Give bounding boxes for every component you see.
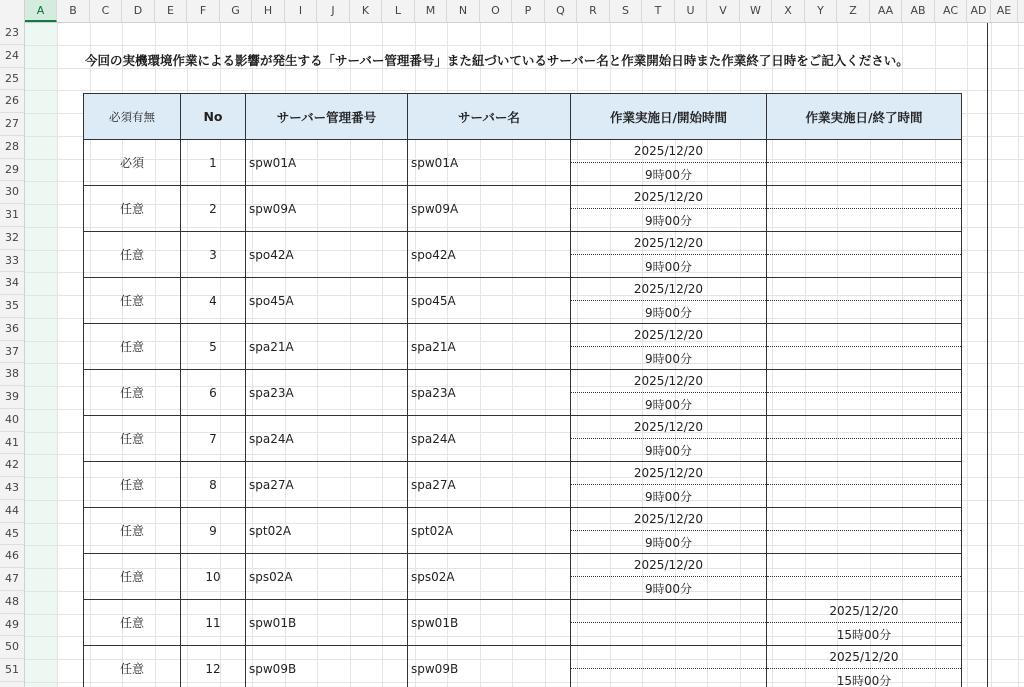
column-header-l[interactable]: L xyxy=(382,0,415,22)
column-header-i[interactable]: I xyxy=(285,0,317,22)
required-cell[interactable]: 任意 xyxy=(84,646,181,687)
gridline-vertical xyxy=(1018,23,1019,687)
server-id-cell[interactable]: sps02A xyxy=(246,554,408,600)
start-time-cell[interactable]: 9時00分 xyxy=(571,163,767,186)
end-date-cell[interactable] xyxy=(767,462,962,485)
server-name-cell[interactable]: spo42A xyxy=(408,232,571,278)
required-cell[interactable]: 任意 xyxy=(84,462,181,508)
row-header-38[interactable]: 38 xyxy=(0,363,24,386)
no-cell[interactable]: 12 xyxy=(181,646,246,687)
start-time-cell[interactable]: 9時00分 xyxy=(571,255,767,278)
row-header-39[interactable]: 39 xyxy=(0,386,24,409)
row-header-26[interactable]: 26 xyxy=(0,90,24,113)
start-date-cell[interactable]: 2025/12/20 xyxy=(571,370,767,393)
column-header-v[interactable]: V xyxy=(707,0,740,22)
start-time-cell[interactable]: 9時00分 xyxy=(571,485,767,508)
column-header-j[interactable]: J xyxy=(317,0,350,22)
end-time-cell[interactable]: 15時00分 xyxy=(767,623,962,646)
row-header-28[interactable]: 28 xyxy=(0,136,24,159)
column-header-c[interactable]: C xyxy=(90,0,122,22)
start-date-cell[interactable]: 2025/12/20 xyxy=(571,140,767,163)
row-header-50[interactable]: 50 xyxy=(0,636,24,659)
no-cell[interactable]: 10 xyxy=(181,554,246,600)
no-cell[interactable]: 2 xyxy=(181,186,246,232)
end-date-cell[interactable] xyxy=(767,554,962,577)
column-header-k[interactable]: K xyxy=(350,0,382,22)
table-row xyxy=(84,554,962,577)
table-row xyxy=(84,600,962,623)
table-row xyxy=(84,232,962,255)
row-header-37[interactable]: 37 xyxy=(0,341,24,364)
start-date-cell[interactable]: 2025/12/20 xyxy=(571,416,767,439)
row-header-40[interactable]: 40 xyxy=(0,409,24,432)
start-date-cell[interactable] xyxy=(571,600,767,623)
column-header-ae[interactable]: AE xyxy=(991,0,1018,22)
start-time-cell[interactable]: 9時00分 xyxy=(571,439,767,462)
start-time-cell[interactable]: 9時00分 xyxy=(571,393,767,416)
required-cell[interactable]: 任意 xyxy=(84,600,181,646)
print-area-border xyxy=(987,23,988,687)
column-header-a[interactable]: A xyxy=(25,0,57,22)
row-header-44[interactable]: 44 xyxy=(0,500,24,523)
required-cell[interactable]: 任意 xyxy=(84,370,181,416)
end-date-cell[interactable] xyxy=(767,416,962,439)
start-time-cell[interactable] xyxy=(571,669,767,687)
row-header-23[interactable]: 23 xyxy=(0,22,24,45)
end-date-cell[interactable] xyxy=(767,508,962,531)
required-cell[interactable]: 任意 xyxy=(84,232,181,278)
no-cell[interactable]: 9 xyxy=(181,508,246,554)
no-cell[interactable]: 1 xyxy=(181,140,246,186)
server-id-cell[interactable]: spo42A xyxy=(246,232,408,278)
column-header-o[interactable]: O xyxy=(480,0,512,22)
row-header-29[interactable]: 29 xyxy=(0,159,24,182)
start-date-cell[interactable]: 2025/12/20 xyxy=(571,554,767,577)
end-date-cell[interactable]: 2025/12/20 xyxy=(767,600,962,623)
column-header-z[interactable]: Z xyxy=(837,0,870,22)
column-header-x[interactable]: X xyxy=(772,0,805,22)
end-time-cell[interactable] xyxy=(767,577,962,600)
required-cell[interactable]: 必須 xyxy=(84,140,181,186)
start-date-cell[interactable]: 2025/12/20 xyxy=(571,508,767,531)
no-cell[interactable]: 11 xyxy=(181,600,246,646)
column-header-ac[interactable]: AC xyxy=(935,0,967,22)
row-header-49[interactable]: 49 xyxy=(0,614,24,637)
required-cell[interactable]: 任意 xyxy=(84,554,181,600)
header-server-id[interactable]: サーバー管理番号 xyxy=(246,94,408,140)
select-all-corner[interactable] xyxy=(0,0,25,22)
end-time-cell[interactable] xyxy=(767,209,962,232)
column-header-m[interactable]: M xyxy=(415,0,447,22)
column-header-e[interactable]: E xyxy=(155,0,187,22)
column-header-y[interactable]: Y xyxy=(805,0,837,22)
column-header-ab[interactable]: AB xyxy=(902,0,935,22)
end-time-cell[interactable] xyxy=(767,347,962,370)
table-header-row xyxy=(84,94,962,140)
server-name-cell[interactable]: spa21A xyxy=(408,324,571,370)
table-row xyxy=(84,186,962,209)
end-time-cell[interactable] xyxy=(767,301,962,324)
end-time-cell[interactable] xyxy=(767,439,962,462)
row-header-46[interactable]: 46 xyxy=(0,545,24,568)
row-header-36[interactable]: 36 xyxy=(0,318,24,341)
server-id-cell[interactable]: spo45A xyxy=(246,278,408,324)
server-id-cell[interactable]: spw01A xyxy=(246,140,408,186)
start-time-cell[interactable]: 9時00分 xyxy=(571,577,767,600)
required-cell[interactable]: 任意 xyxy=(84,278,181,324)
row-header-25[interactable]: 25 xyxy=(0,68,24,91)
column-header-p[interactable]: P xyxy=(512,0,545,22)
end-time-cell[interactable] xyxy=(767,255,962,278)
end-date-cell[interactable] xyxy=(767,186,962,209)
server-name-cell[interactable]: spw09B xyxy=(408,646,571,687)
row-header-42[interactable]: 42 xyxy=(0,454,24,477)
no-cell[interactable]: 3 xyxy=(181,232,246,278)
row-header-47[interactable]: 47 xyxy=(0,568,24,591)
gridline-vertical xyxy=(57,23,58,687)
start-time-cell[interactable]: 9時00分 xyxy=(571,347,767,370)
end-time-cell[interactable] xyxy=(767,393,962,416)
start-date-cell[interactable]: 2025/12/20 xyxy=(571,324,767,347)
required-cell[interactable]: 任意 xyxy=(84,508,181,554)
row-header-24[interactable]: 24 xyxy=(0,45,24,68)
server-id-cell[interactable]: spa23A xyxy=(246,370,408,416)
start-time-cell[interactable] xyxy=(571,623,767,646)
start-date-cell[interactable] xyxy=(571,646,767,669)
server-name-cell[interactable]: spa27A xyxy=(408,462,571,508)
end-date-cell[interactable] xyxy=(767,324,962,347)
instruction-text: 今回の実機環境作業による影響が発生する「サーバー管理番号」また紐づいているサーバー名と作業開始日時また作業終了日時をご記入ください。 xyxy=(85,53,909,68)
column-header-w[interactable]: W xyxy=(740,0,772,22)
column-header-d[interactable]: D xyxy=(122,0,155,22)
no-cell[interactable]: 6 xyxy=(181,370,246,416)
server-id-cell[interactable]: spw01B xyxy=(246,600,408,646)
row-header-34[interactable]: 34 xyxy=(0,272,24,295)
table-row xyxy=(84,462,962,485)
table-row xyxy=(84,278,962,301)
no-cell[interactable]: 8 xyxy=(181,462,246,508)
table-row xyxy=(84,370,962,393)
table-row xyxy=(84,140,962,163)
row-header-32[interactable]: 32 xyxy=(0,227,24,250)
table-row xyxy=(84,508,962,531)
table-row xyxy=(84,646,962,669)
end-time-cell[interactable] xyxy=(767,531,962,554)
row-header-27[interactable]: 27 xyxy=(0,113,24,136)
gridline-horizontal xyxy=(25,90,1024,91)
end-time-cell[interactable]: 15時00分 xyxy=(767,669,962,687)
start-date-cell[interactable]: 2025/12/20 xyxy=(571,462,767,485)
no-cell[interactable]: 5 xyxy=(181,324,246,370)
column-header-bar xyxy=(0,0,1024,23)
server-id-cell[interactable]: spw09A xyxy=(246,186,408,232)
end-date-cell[interactable]: 2025/12/20 xyxy=(767,646,962,669)
start-time-cell[interactable]: 9時00分 xyxy=(571,531,767,554)
header-required[interactable]: 必須有無 xyxy=(84,94,181,140)
column-header-s[interactable]: S xyxy=(610,0,642,22)
worksheet-grid[interactable] xyxy=(25,23,1024,687)
column-header-h[interactable]: H xyxy=(252,0,285,22)
gridline-vertical xyxy=(967,23,968,687)
end-date-cell[interactable] xyxy=(767,232,962,255)
column-header-g[interactable]: G xyxy=(220,0,252,22)
header-end[interactable]: 作業実施日/終了時間 xyxy=(767,94,962,140)
column-header-r[interactable]: R xyxy=(577,0,610,22)
start-date-cell[interactable]: 2025/12/20 xyxy=(571,232,767,255)
start-date-cell[interactable]: 2025/12/20 xyxy=(571,186,767,209)
column-header-t[interactable]: T xyxy=(642,0,675,22)
server-id-cell[interactable]: spw09B xyxy=(246,646,408,687)
table-row xyxy=(84,324,962,347)
server-name-cell[interactable]: spt02A xyxy=(408,508,571,554)
row-header-31[interactable]: 31 xyxy=(0,204,24,227)
column-header-n[interactable]: N xyxy=(447,0,480,22)
no-cell[interactable]: 7 xyxy=(181,416,246,462)
row-header-45[interactable]: 45 xyxy=(0,523,24,546)
server-id-cell[interactable]: spa21A xyxy=(246,324,408,370)
start-date-cell[interactable]: 2025/12/20 xyxy=(571,278,767,301)
gridline-horizontal xyxy=(25,45,1024,46)
server-name-cell[interactable]: spw01A xyxy=(408,140,571,186)
row-header-43[interactable]: 43 xyxy=(0,477,24,500)
end-date-cell[interactable] xyxy=(767,370,962,393)
column-header-q[interactable]: Q xyxy=(545,0,577,22)
row-header-30[interactable]: 30 xyxy=(0,181,24,204)
header-no[interactable]: No xyxy=(181,94,246,140)
end-date-cell[interactable] xyxy=(767,278,962,301)
end-time-cell[interactable] xyxy=(767,163,962,186)
server-table xyxy=(83,93,962,687)
start-time-cell[interactable]: 9時00分 xyxy=(571,209,767,232)
gridline-vertical xyxy=(991,23,992,687)
table-row xyxy=(84,416,962,439)
header-server-name[interactable]: サーバー名 xyxy=(408,94,571,140)
no-cell[interactable]: 4 xyxy=(181,278,246,324)
column-header-u[interactable]: U xyxy=(675,0,707,22)
server-name-cell[interactable]: spw09A xyxy=(408,186,571,232)
required-cell[interactable]: 任意 xyxy=(84,324,181,370)
server-name-cell[interactable]: spw01B xyxy=(408,600,571,646)
server-name-cell[interactable]: sps02A xyxy=(408,554,571,600)
server-name-cell[interactable]: spa24A xyxy=(408,416,571,462)
server-id-cell[interactable]: spa24A xyxy=(246,416,408,462)
row-header-51[interactable]: 51 xyxy=(0,659,24,682)
start-time-cell[interactable]: 9時00分 xyxy=(571,301,767,324)
row-header-35[interactable]: 35 xyxy=(0,295,24,318)
server-name-cell[interactable]: spa23A xyxy=(408,370,571,416)
end-date-cell[interactable] xyxy=(767,140,962,163)
row-header-33[interactable]: 33 xyxy=(0,250,24,273)
row-header-41[interactable]: 41 xyxy=(0,432,24,455)
column-header-aa[interactable]: AA xyxy=(870,0,902,22)
row-header-48[interactable]: 48 xyxy=(0,591,24,614)
selected-column-highlight xyxy=(25,23,57,687)
server-name-cell[interactable]: spo45A xyxy=(408,278,571,324)
server-id-cell[interactable]: spa27A xyxy=(246,462,408,508)
required-cell[interactable]: 任意 xyxy=(84,186,181,232)
server-id-cell[interactable]: spt02A xyxy=(246,508,408,554)
end-time-cell[interactable] xyxy=(767,485,962,508)
column-header-ad[interactable]: AD xyxy=(967,0,991,22)
required-cell[interactable]: 任意 xyxy=(84,416,181,462)
header-start[interactable]: 作業実施日/開始時間 xyxy=(571,94,767,140)
row-header-bar xyxy=(0,22,25,687)
column-header-b[interactable]: B xyxy=(57,0,90,22)
column-header-f[interactable]: F xyxy=(187,0,220,22)
